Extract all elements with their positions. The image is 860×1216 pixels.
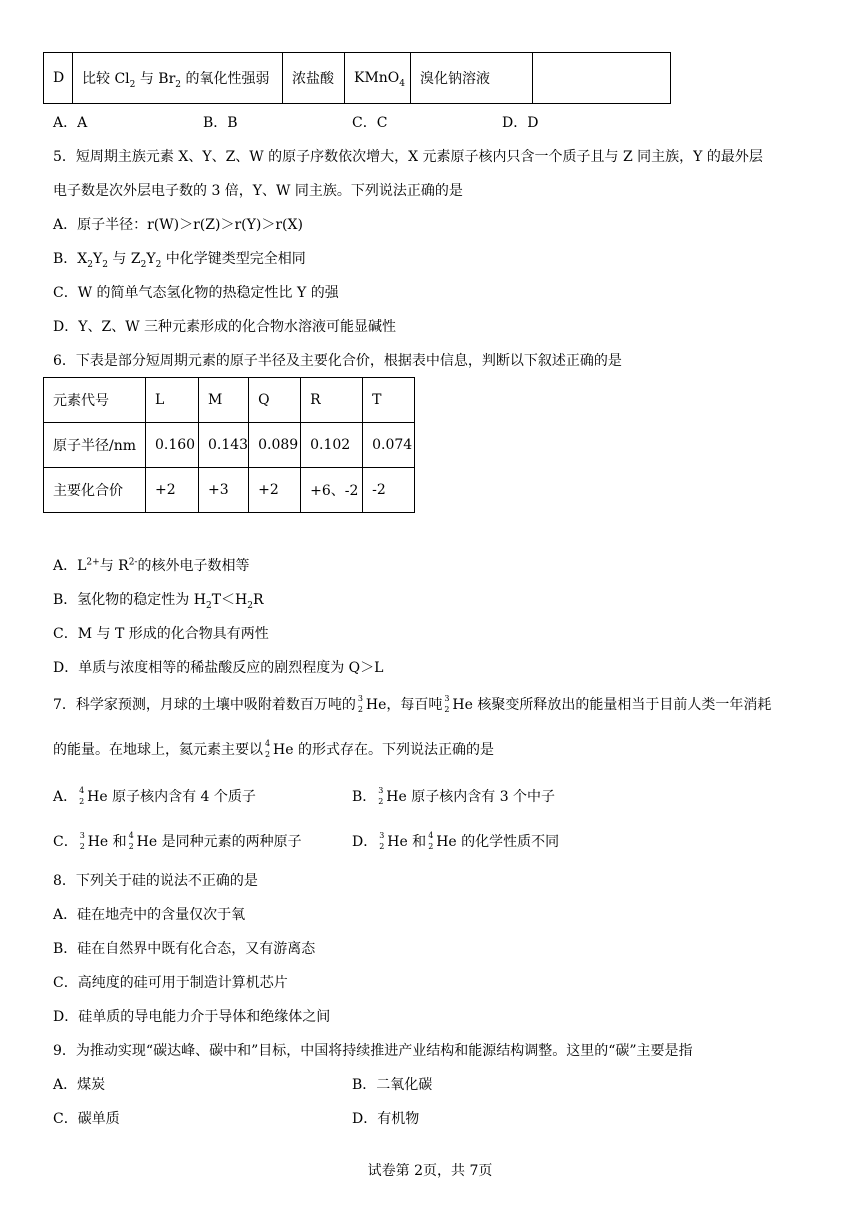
table-cell: 0.074 [363, 423, 415, 468]
table-cell: 0.102 [301, 423, 363, 468]
table-cell: 元素代号 [44, 378, 146, 423]
table-row [44, 468, 415, 513]
table-row [44, 53, 671, 104]
table-cell: R [301, 378, 363, 423]
q5-stem-line2: 电子数是次外层电子数的 3 倍，Y、W 同主族。下列说法正确的是 [53, 183, 463, 199]
page-footer: 试卷第 2页，共 7页 [367, 1163, 493, 1179]
table-cell: 0.143 [199, 423, 249, 468]
q9-option-c: C．碳单质 [53, 1111, 120, 1127]
table-cell: M [199, 378, 249, 423]
table-cell: 0.089 [249, 423, 301, 468]
table-cell [533, 53, 671, 104]
table-row [44, 378, 415, 423]
q9-option-d: D．有机物 [352, 1111, 420, 1127]
q5-option-b: B．$X_2Y_2$ 与 $Z_2Y_2$ 中化学键类型完全相同 [53, 251, 306, 270]
q8-stem: 8．下列关于硅的说法不正确的是 [53, 873, 258, 889]
q6-option-c: C．M 与 T 形成的化合物具有两性 [53, 626, 269, 642]
q7-stem-line2: 的能量。在地球上，氦元素主要以 4 2 He 的形式存在。下列说法正确的是 [53, 739, 494, 759]
q8-option-a: A．硅在地壳中的含量仅次于氧 [53, 907, 246, 923]
table-cell: +3 [199, 468, 249, 513]
q9-option-a: A．煤炭 [53, 1077, 106, 1093]
table-cell: 原子半径/nm [44, 423, 146, 468]
q4-option-b: B．B [203, 115, 238, 131]
table-cell: KMnO$_4$ [345, 53, 411, 104]
table-cell: +2 [146, 468, 199, 513]
table-cell: D [44, 53, 73, 104]
q4-option-d: D．D [502, 115, 539, 131]
q7-option-b: B． 3 2 He 原子核内含有 3 个中子 [352, 786, 556, 806]
table-cell: 比较 $Cl_2$ 与 $Br_2$ 的氧化性强弱 [73, 53, 283, 104]
q7-option-c: C． 3 2 He 和 4 2 He 是同种元素的两种原子 [53, 831, 302, 851]
q7-option-a: A． 4 2 He 原子核内含有 4 个质子 [53, 786, 256, 806]
q5-option-d: D．Y、Z、W 三种元素形成的化合物水溶液可能显碱性 [53, 319, 397, 335]
q8-option-c: C．高纯度的硅可用于制造计算机芯片 [53, 975, 288, 991]
q7-option-d: D． 3 2 He 和 4 2 He 的化学性质不同 [352, 831, 560, 851]
q5-option-c: C．W 的简单气态氢化物的热稳定性比 Y 的强 [53, 285, 339, 301]
q7-stem-line1: 7．科学家预测，月球的土壤中吸附着数百万吨的 3 2 He，每百吨 3 2 He 核聚变所释放出的能量相当于目前人类一年消耗 [53, 694, 772, 714]
table-cell: 溴化钠溶液 [411, 53, 533, 104]
q8-option-b: B．硅在自然界中既有化合态，又有游离态 [53, 941, 316, 957]
table-cell: -2 [363, 468, 415, 513]
table-cell: +6、-2 [301, 468, 363, 513]
q9-stem: 9．为推动实现“碳达峰、碳中和”目标，中国将持续推进产业结构和能源结构调整。这里的“碳”主要是指 [53, 1043, 693, 1059]
table-cell: L [146, 378, 199, 423]
table-cell: +2 [249, 468, 301, 513]
q6-stem: 6．下表是部分短周期元素的原子半径及主要化合价，根据表中信息，判断以下叙述正确的是 [53, 353, 622, 369]
q8-option-d: D．硅单质的导电能力介于导体和绝缘体之间 [53, 1009, 331, 1025]
element-data-table [43, 377, 415, 513]
table-cell: T [363, 378, 415, 423]
table-cell: Q [249, 378, 301, 423]
table-cell: 0.160 [146, 423, 199, 468]
q5-option-a: A．原子半径：r(W)＞r(Z)＞r(Y)＞r(X) [53, 217, 303, 233]
table-cell: 主要化合价 [44, 468, 146, 513]
q6-option-d: D．单质与浓度相等的稀盐酸反应的剧烈程度为 Q＞L [53, 660, 384, 676]
q5-stem-line1: 5．短周期主族元素 X、Y、Z、W 的原子序数依次增大，X 元素原子核内只含一个质子且与 Z 同主族，Y 的最外层 [53, 149, 763, 165]
table-cell: 浓盐酸 [283, 53, 345, 104]
table-row [44, 423, 415, 468]
q4-option-a: A．A [53, 115, 88, 131]
q6-option-b: B．氢化物的稳定性为 $H_2T<H_2R$ [53, 592, 264, 611]
q9-option-b: B．二氧化碳 [352, 1077, 433, 1093]
experiment-table-row-d [43, 52, 671, 104]
q4-option-c: C．C [352, 115, 388, 131]
q6-option-a: A．$L^{2+}$与 $R^{2-}$的核外电子数相等 [53, 557, 250, 574]
